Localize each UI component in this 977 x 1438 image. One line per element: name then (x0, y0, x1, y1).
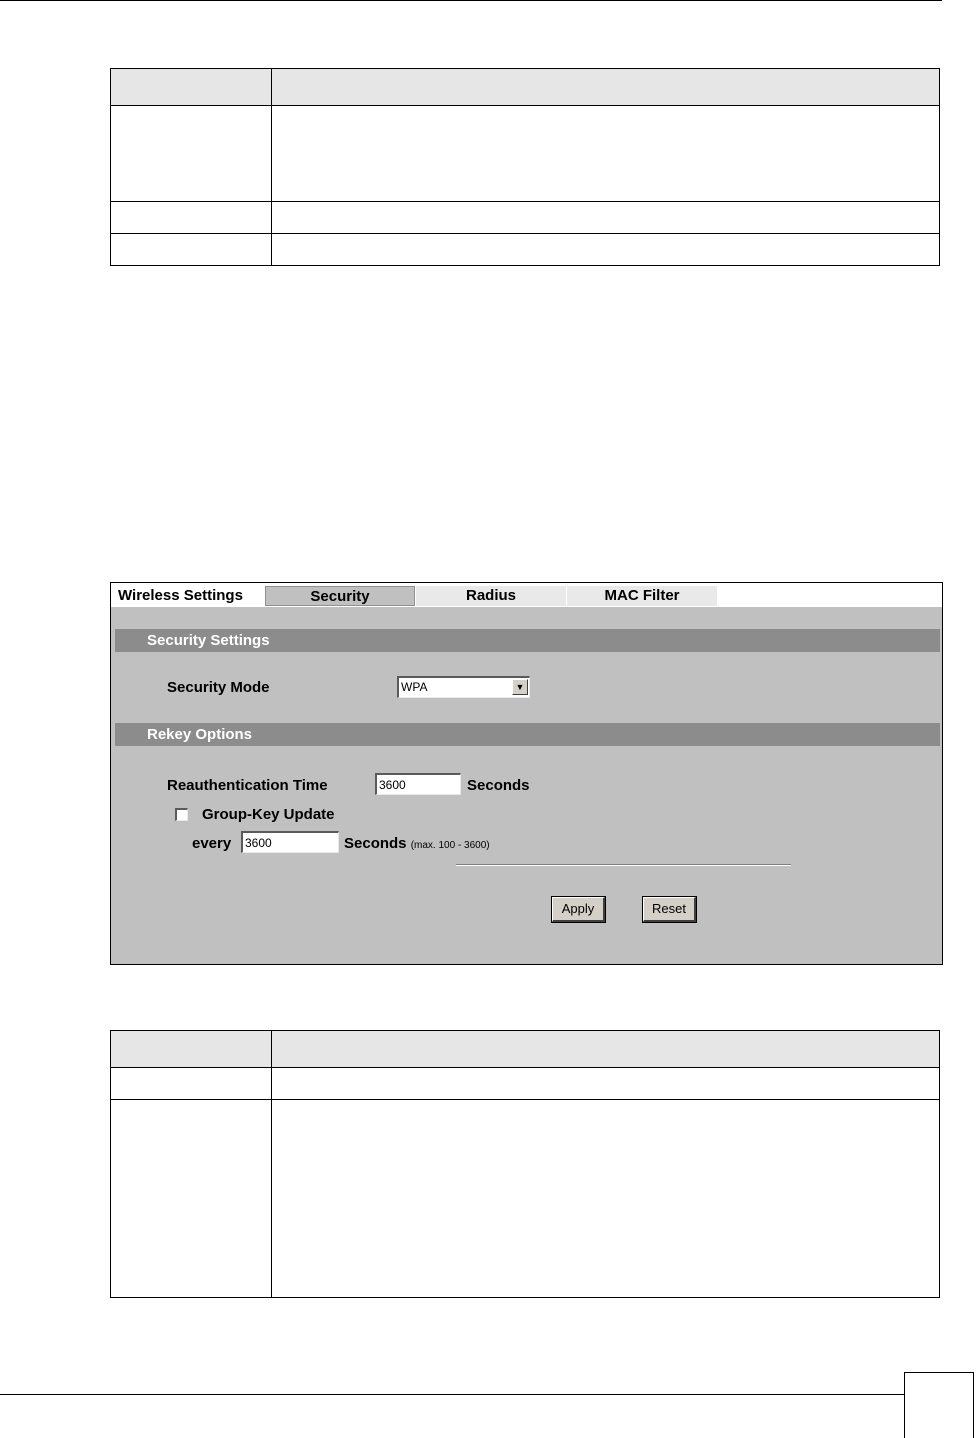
chevron-down-icon[interactable]: ▼ (512, 679, 528, 695)
bottom-table (110, 1030, 940, 1298)
group-key-interval-unit (344, 835, 490, 852)
table-cell (272, 1068, 939, 1099)
page-header-rule (0, 0, 942, 1)
every-label: every (192, 835, 232, 852)
page-number-box (904, 1372, 974, 1438)
table-header-cell (111, 1031, 272, 1067)
rekey-options-header: Rekey Options (115, 723, 940, 746)
table-row (111, 201, 939, 233)
table-row (111, 1099, 939, 1297)
table-cell (272, 234, 939, 265)
form-divider (456, 864, 791, 866)
table-header-row (111, 1031, 939, 1067)
security-mode-label: Security Mode (167, 679, 270, 696)
table-cell (111, 234, 272, 265)
table-cell (272, 1100, 939, 1297)
reauthentication-unit-label: Seconds (467, 777, 530, 794)
table-cell (272, 202, 939, 233)
table-cell (272, 106, 939, 201)
table-cell (111, 106, 272, 201)
table-header-row (111, 69, 939, 105)
security-mode-select[interactable] (397, 676, 530, 698)
tab-security[interactable]: Security (265, 586, 415, 606)
group-key-range-hint: (max. 100 - 3600) (410, 840, 490, 851)
table-cell (111, 202, 272, 233)
reset-button[interactable]: Reset (643, 897, 696, 922)
table-header-cell (272, 69, 939, 105)
group-key-unit-text: Seconds (344, 835, 407, 852)
table-header-cell (272, 1031, 939, 1067)
tab-bar (111, 583, 942, 607)
tab-mac-filter[interactable]: MAC Filter (567, 586, 717, 606)
table-row (111, 233, 939, 265)
group-key-update-label: Group-Key Update (202, 806, 335, 823)
tab-wireless-settings[interactable]: Wireless Settings (118, 586, 265, 606)
wireless-security-screen (110, 582, 943, 965)
reauthentication-time-input[interactable] (375, 773, 461, 795)
group-key-interval-input[interactable] (241, 831, 339, 853)
reauthentication-time-label: Reauthentication Time (167, 777, 328, 794)
table-cell (111, 1100, 272, 1297)
apply-button[interactable]: Apply (552, 897, 605, 922)
top-table (110, 68, 940, 266)
tab-radius[interactable]: Radius (416, 586, 566, 606)
page-footer-rule (0, 1394, 905, 1395)
table-cell (111, 1068, 272, 1099)
table-row (111, 1067, 939, 1099)
group-key-update-checkbox[interactable] (175, 808, 188, 821)
table-row (111, 105, 939, 201)
security-settings-header: Security Settings (115, 629, 940, 652)
security-mode-value: WPA (401, 680, 428, 694)
table-header-cell (111, 69, 272, 105)
